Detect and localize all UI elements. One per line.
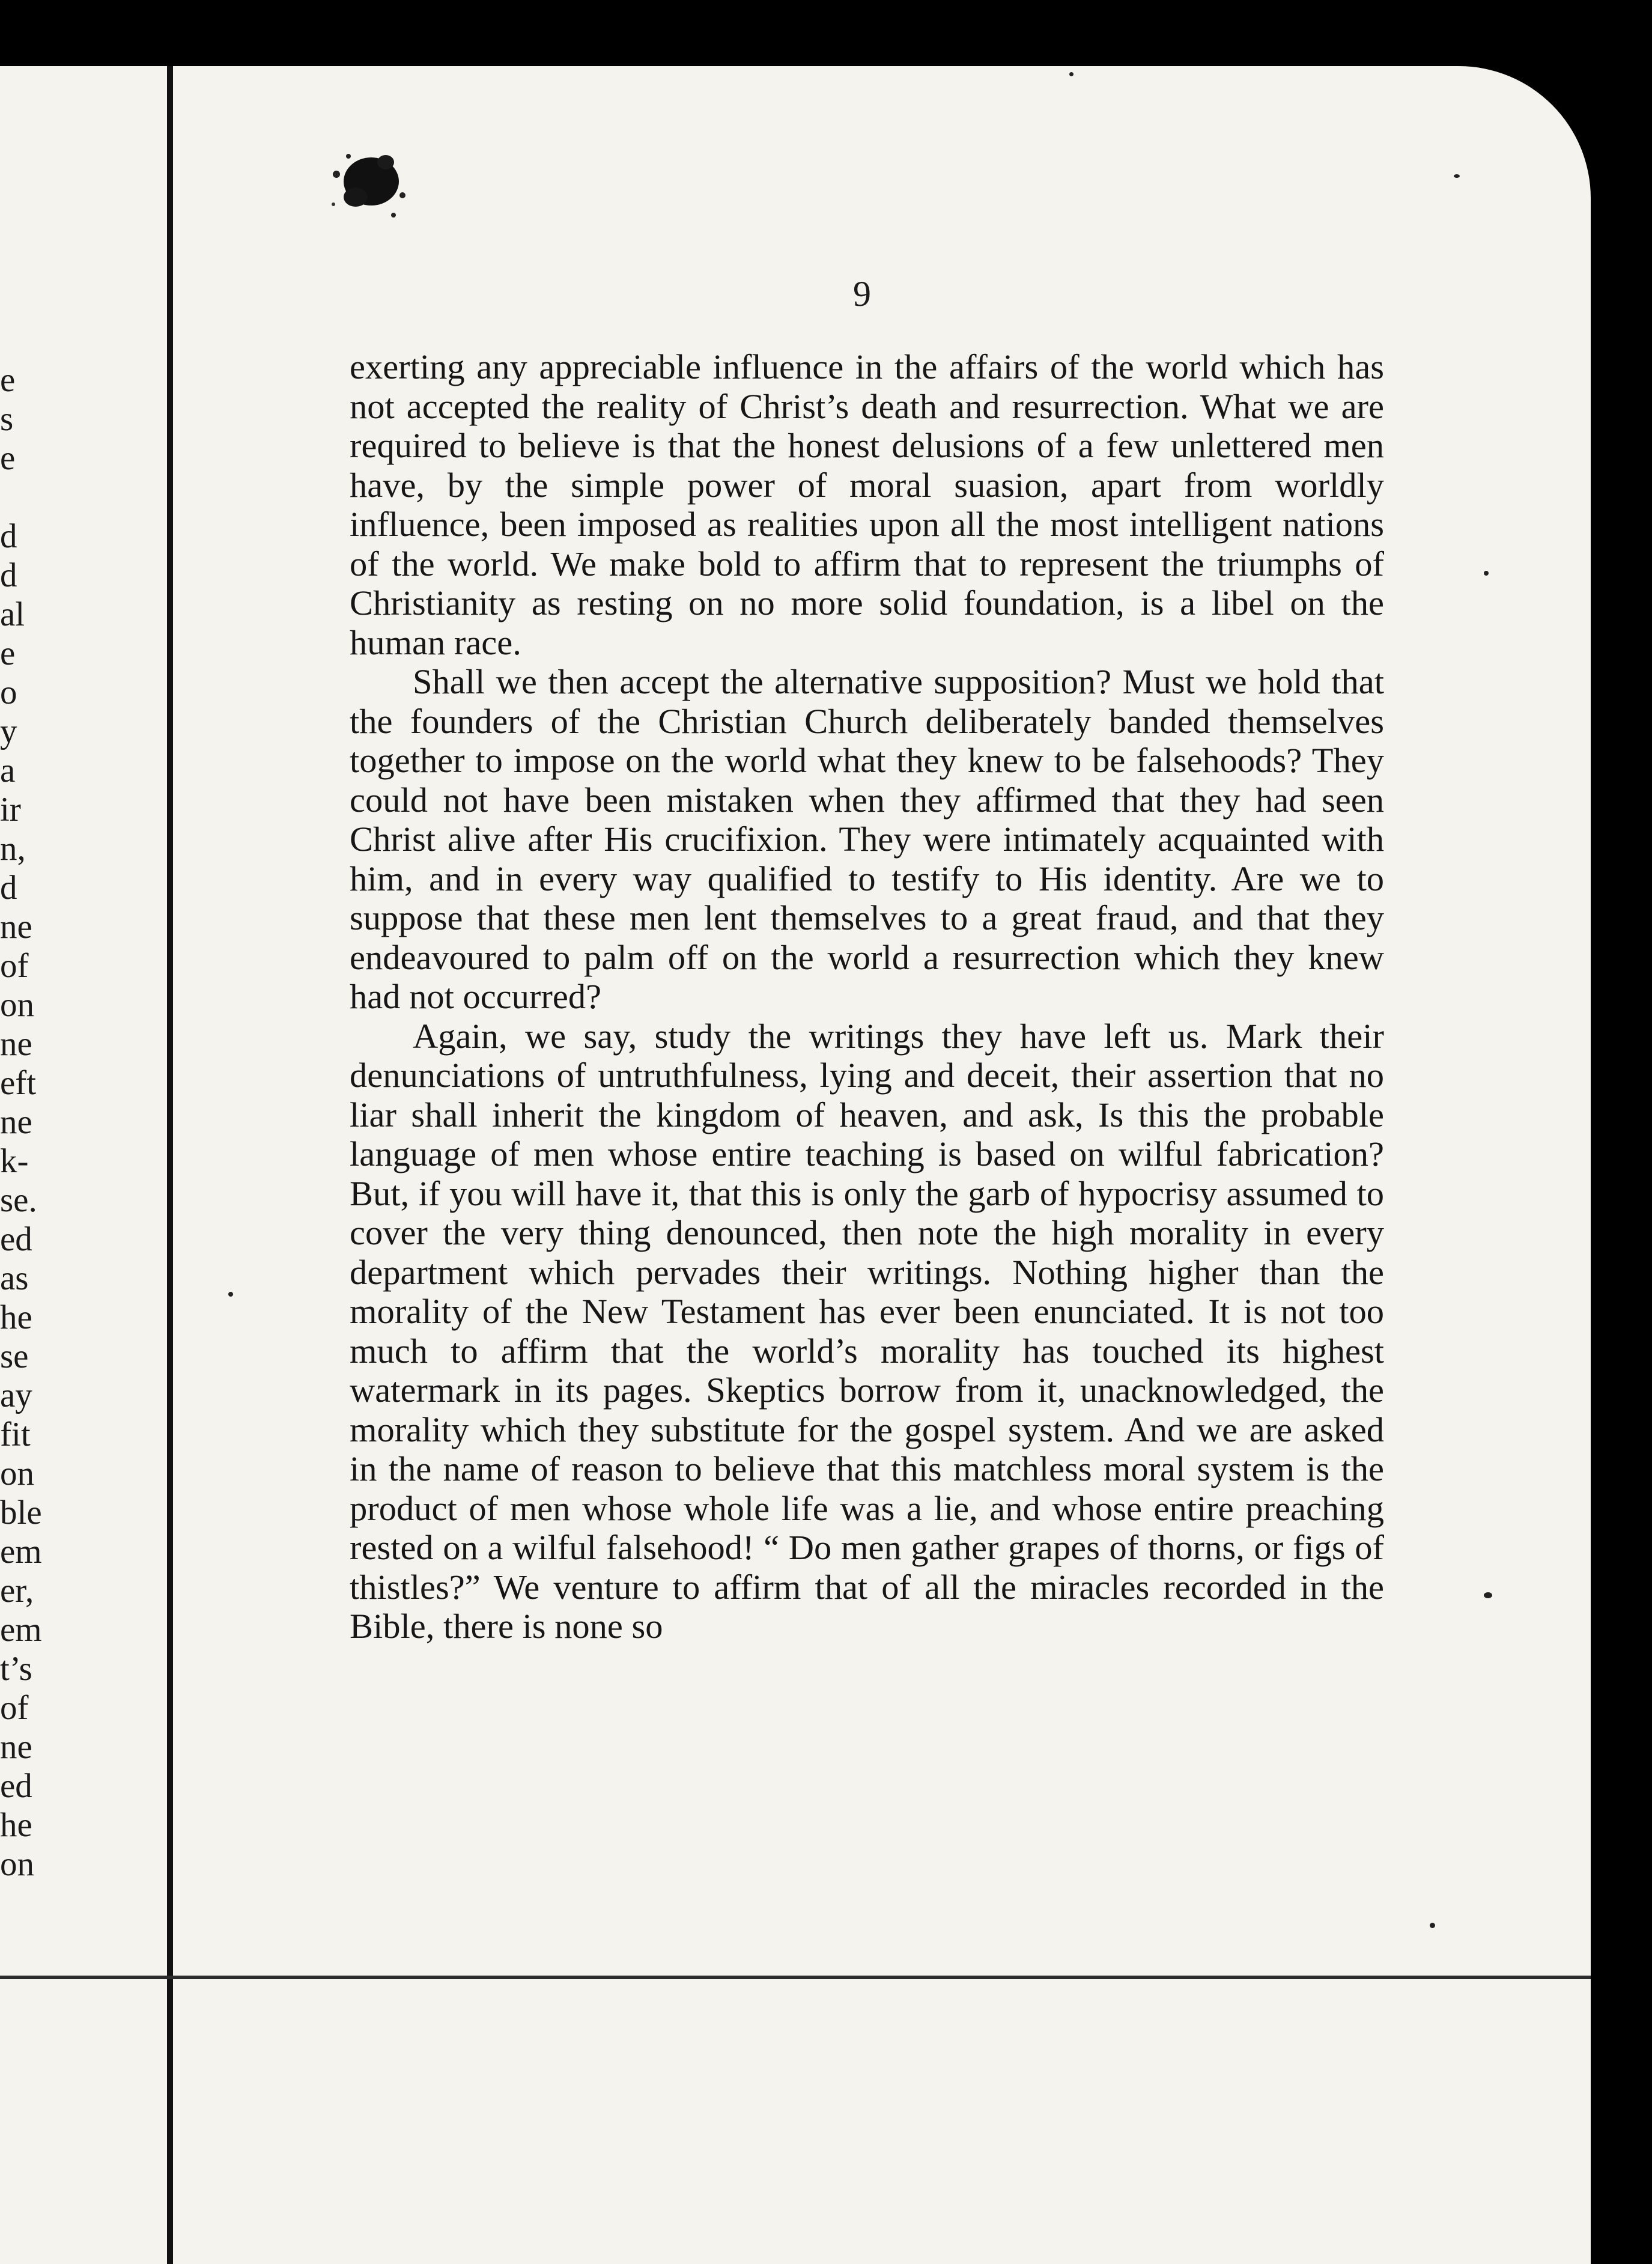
adjacent-line-fragment: er, xyxy=(0,1572,34,1610)
scan-speck xyxy=(1484,1592,1492,1598)
page-number: 9 xyxy=(853,274,871,314)
adjacent-line-fragment: on xyxy=(0,1845,34,1883)
adjacent-line-fragment: d xyxy=(0,517,17,555)
adjacent-line-fragment: se xyxy=(0,1337,29,1375)
page-bottom-edge xyxy=(0,1976,1591,1979)
adjacent-line-fragment: ed xyxy=(0,1220,32,1258)
adjacent-line-fragment: ne xyxy=(0,1728,32,1766)
adjacent-line-fragment: ir xyxy=(0,791,21,829)
adjacent-line-fragment: on xyxy=(0,1455,34,1493)
adjacent-line-fragment: ay xyxy=(0,1377,32,1414)
adjacent-line-fragment: ble xyxy=(0,1494,42,1532)
adjacent-line-fragment: em xyxy=(0,1533,42,1571)
adjacent-line-fragment: e xyxy=(0,634,16,672)
paragraph-3: Again, we say, study the writings they have left us. Mark their denunciations of untruthfulness, lying and deceit, their assertion that no liar shall inherit the kingdom of heaven, and ask, Is this the probable language of men whose entire teaching is based on wilful fabrication? But, if you will have it, that this is only the garb of hypocrisy assumed to cover the very thing denounced, then note the high morality in every department which pervades their writings. Nothing higher than the morality of the New Testament has ever been enunciated. It is not too much to affirm that the world’s morality has touched its highest watermark in its pages. Skeptics borrow from it, unacknowledged, the morality which they substitute for the gospel system. And we are asked in the name of reason to believe that this matchless moral system is the product of men whose whole life was a lie, and whose entire preaching rested on a wilful falsehood! “ Do men gather grapes of thorns, or figs of thistles?” We venture to affirm that of all the miracles recorded in the Bible, there is none so xyxy=(350,1016,1384,1646)
adjacent-page-fragments xyxy=(0,361,42,1884)
adjacent-line-fragment: t’s xyxy=(0,1650,32,1688)
adjacent-line-fragment: e xyxy=(0,361,16,399)
adjacent-line-fragment: he xyxy=(0,1806,32,1844)
adjacent-line-fragment: al xyxy=(0,595,25,633)
paragraph-1: exerting any appreciable influence in the affairs of the world which has not accepted the reality of Christ’s death and resurrection. What we are required to believe is that the honest delusions of a few unlettered men have, by the simple power of moral suasion, apart from worldly influence, been imposed as realities upon all the most intelligent nations of the world. We make bold to affirm that to represent the triumphs of Christianity as resting on no more solid foundation, is a libel on the human race. xyxy=(350,347,1384,662)
adjacent-line-fragment: as xyxy=(0,1259,29,1297)
adjacent-line-fragment: he xyxy=(0,1298,32,1336)
scan-speck xyxy=(228,1292,233,1297)
adjacent-line-fragment: d xyxy=(0,556,17,594)
adjacent-line-fragment: ed xyxy=(0,1767,32,1805)
adjacent-line-fragment: fit xyxy=(0,1416,31,1453)
adjacent-line-fragment: y xyxy=(0,713,17,750)
adjacent-line-fragment: n, xyxy=(0,830,26,868)
adjacent-line-fragment: k- xyxy=(0,1142,29,1180)
adjacent-line-fragment: of xyxy=(0,947,29,985)
scan-speck xyxy=(1484,571,1489,576)
adjacent-line-fragment: em xyxy=(0,1611,42,1649)
adjacent-line-fragment: on xyxy=(0,986,34,1024)
adjacent-line-fragment: e xyxy=(0,439,16,477)
adjacent-line-fragment: ne xyxy=(0,908,32,946)
scan-speck xyxy=(1454,174,1460,178)
adjacent-line-fragment: d xyxy=(0,869,17,907)
adjacent-line-fragment: o xyxy=(0,674,17,711)
body-text xyxy=(350,347,1384,1885)
adjacent-line-fragment: s xyxy=(0,400,14,438)
scan-speck xyxy=(1069,72,1073,76)
adjacent-line-fragment: ne xyxy=(0,1103,32,1141)
adjacent-line-fragment: se. xyxy=(0,1181,37,1219)
adjacent-line-fragment: a xyxy=(0,752,16,790)
paragraph-2: Shall we then accept the alternative supposition? Must we hold that the founders of the Christian Church deliberately banded themselves together to impose on the world what they knew to be falsehoods? They could not have been mistaken when they affirmed that they had seen Christ alive after His crucifixion. They were intimately acquainted with him, and in every way qualified to testify to His identity. Are we to suppose that these men lent themselves to a great fraud, and that they endeavoured to palm off on the world a resurrection which they knew had not occurred? xyxy=(350,662,1384,1016)
book-gutter xyxy=(167,66,173,2264)
adjacent-line-fragment: eft xyxy=(0,1064,37,1102)
scan-speck xyxy=(1430,1923,1435,1928)
scan-top-border xyxy=(0,0,1652,72)
ink-blot-mark xyxy=(324,138,415,228)
adjacent-line-fragment: of xyxy=(0,1689,29,1727)
adjacent-line-fragment xyxy=(0,478,36,517)
adjacent-line-fragment: ne xyxy=(0,1025,32,1063)
